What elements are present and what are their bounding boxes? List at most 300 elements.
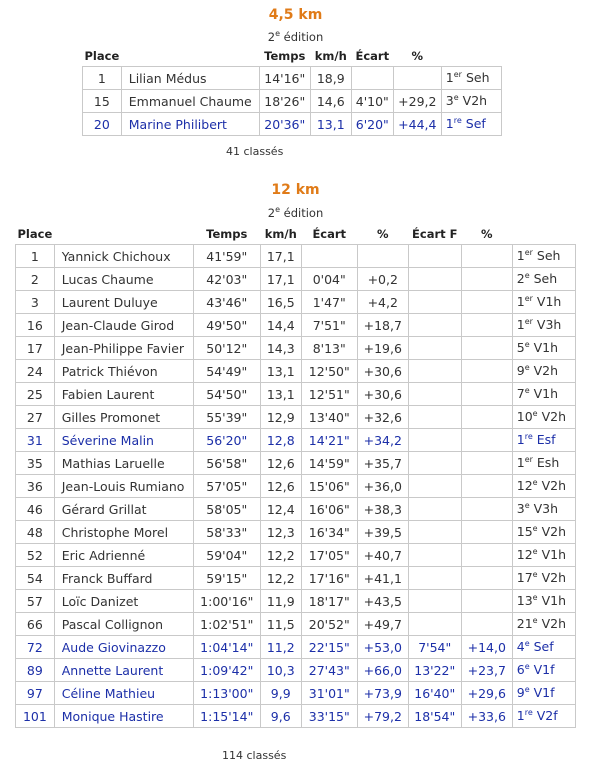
category-rank-suffix: e [524,639,530,649]
category-rank-suffix: e [524,386,530,396]
gap-female-percent-cell [461,475,512,498]
category-rank-suffix: er [524,317,533,327]
gap-female-cell [408,383,461,406]
gap-female-cell [408,452,461,475]
race2-edition-sup: e [275,205,280,214]
gap-percent-cell: +44,4 [393,113,441,136]
runner-name-cell: Jean-Claude Girod [54,314,193,337]
time-cell: 1:13'00" [193,682,260,705]
category-rank-suffix: er [524,248,533,258]
place-cell: 17 [16,337,55,360]
category-rank-number: 2 [516,271,525,287]
category-rank-number: 1 [516,294,525,310]
header-pct-f: % [480,227,493,241]
gap-cell: 33'15" [301,705,357,728]
result-row [16,636,576,659]
gap-percent-cell: +49,7 [357,613,408,636]
category-rank-cell [512,291,575,314]
gap-percent-cell: +19,6 [357,337,408,360]
category-rank-suffix: e [532,478,538,488]
category-rank-cell [512,544,575,567]
result-row [16,613,576,636]
runner-name-cell: Lilian Médus [121,67,259,90]
time-cell: 59'04" [193,544,260,567]
gap-female-cell [408,337,461,360]
time-cell: 43'46" [193,291,260,314]
gap-female-cell [408,429,461,452]
place-cell: 2 [16,268,55,291]
result-row [16,659,576,682]
category-rank-cell [441,90,501,113]
race1-header-row [83,46,502,67]
category-rank-number: 1 [516,432,525,448]
race2-edition-word: édition [283,205,324,220]
category-code: Sef [533,639,554,655]
race1-edition [0,29,591,44]
category-rank-number: 3 [445,93,454,109]
gap-percent-cell: +38,3 [357,498,408,521]
header-place: Place [17,227,53,241]
gap-female-cell [408,521,461,544]
gap-female-cell [408,360,461,383]
header-temps: Temps [206,227,248,241]
gap-percent-cell: +66,0 [357,659,408,682]
gap-female-percent-cell [461,498,512,521]
category-code: Seh [465,70,490,86]
category-code: V1h [541,547,566,563]
gap-cell: 16'06" [301,498,357,521]
gap-female-cell [408,590,461,613]
result-row [16,544,576,567]
result-row [16,314,576,337]
category-rank-suffix: e [532,524,538,534]
gap-female-cell: 13'22" [408,659,461,682]
result-row [16,521,576,544]
category-rank-cell [512,659,575,682]
gap-cell: 14'59" [301,452,357,475]
header-kmh: km/h [264,227,297,241]
runner-name-cell: Monique Hastire [54,705,193,728]
category-rank-number: 6 [516,662,525,678]
category-code: Seh [536,248,561,264]
gap-female-percent-cell [461,521,512,544]
race2-results-body [16,245,576,728]
gap-cell: 18'17" [301,590,357,613]
time-cell: 1:15'14" [193,705,260,728]
gap-percent-cell: +39,5 [357,521,408,544]
speed-cell: 12,3 [260,521,301,544]
result-row [16,705,576,728]
gap-percent-cell: +73,9 [357,682,408,705]
header-pct: % [376,227,389,241]
place-cell: 1 [16,245,55,268]
gap-cell: 20'52" [301,613,357,636]
result-row [16,498,576,521]
category-code: V2h [541,478,566,494]
header-place: Place [84,49,120,63]
speed-cell: 12,6 [260,452,301,475]
category-rank-number: 9 [516,685,525,701]
category-rank-number: 1 [445,70,454,86]
gap-percent-cell: +43,5 [357,590,408,613]
runner-name-cell: Lucas Chaume [54,268,193,291]
category-rank-suffix: re [524,708,533,718]
gap-female-percent-cell [461,291,512,314]
runner-name-cell: Marine Philibert [121,113,259,136]
speed-cell: 14,3 [260,337,301,360]
runner-name-cell: Céline Mathieu [54,682,193,705]
time-cell: 58'05" [193,498,260,521]
category-rank-suffix: e [532,593,538,603]
category-code: Esh [536,455,560,471]
category-rank-cell [512,567,575,590]
runner-name-cell: Pascal Collignon [54,613,193,636]
category-rank-number: 7 [516,386,525,402]
time-cell: 59'15" [193,567,260,590]
category-rank-number: 9 [516,363,525,379]
gap-female-cell: 16'40" [408,682,461,705]
runner-name-cell: Christophe Morel [54,521,193,544]
category-rank-suffix: er [524,294,533,304]
gap-female-cell [408,475,461,498]
gap-female-percent-cell [461,314,512,337]
gap-female-cell [408,613,461,636]
category-rank-number: 12 [516,478,533,494]
place-cell: 16 [16,314,55,337]
gap-cell: 6'20" [351,113,393,136]
category-code: V1h [536,294,562,310]
gap-cell: 12'51" [301,383,357,406]
speed-cell: 9,9 [260,682,301,705]
place-cell: 25 [16,383,55,406]
category-rank-suffix: e [532,616,538,626]
gap-female-percent-cell [461,245,512,268]
category-rank-number: 13 [516,593,533,609]
gap-cell: 13'40" [301,406,357,429]
category-rank-cell [512,498,575,521]
speed-cell: 17,1 [260,245,301,268]
category-code: V2h [541,570,566,586]
gap-female-percent-cell [461,383,512,406]
time-cell: 50'12" [193,337,260,360]
speed-cell: 11,9 [260,590,301,613]
time-cell: 54'49" [193,360,260,383]
race2-results-table [15,224,576,728]
speed-cell: 12,8 [260,429,301,452]
header-pct: % [411,49,424,63]
speed-cell: 9,6 [260,705,301,728]
place-cell: 27 [16,406,55,429]
category-rank-number: 3 [516,501,525,517]
speed-cell: 10,3 [260,659,301,682]
result-row [16,337,576,360]
gap-female-percent-cell [461,567,512,590]
place-cell: 54 [16,567,55,590]
speed-cell: 18,9 [310,67,351,90]
runner-name-cell: Jean-Louis Rumiano [54,475,193,498]
time-cell: 56'20" [193,429,260,452]
place-cell: 1 [83,67,122,90]
runner-name-cell: Patrick Thiévon [54,360,193,383]
gap-female-percent-cell [461,406,512,429]
gap-percent-cell: +35,7 [357,452,408,475]
gap-cell: 12'50" [301,360,357,383]
category-rank-suffix: re [453,116,462,126]
gap-female-percent-cell [461,337,512,360]
result-row [16,452,576,475]
category-rank-suffix: re [524,432,533,442]
result-row [16,567,576,590]
gap-female-cell [408,268,461,291]
speed-cell: 13,1 [260,383,301,406]
header-ecart: Écart [312,227,347,241]
place-cell: 3 [16,291,55,314]
category-rank-suffix: e [524,662,530,672]
place-cell: 36 [16,475,55,498]
category-code: V2h [541,524,566,540]
category-rank-number: 1 [516,317,525,333]
category-code: V2h [533,363,559,379]
place-cell: 97 [16,682,55,705]
time-cell: 55'39" [193,406,260,429]
gap-cell: 16'34" [301,521,357,544]
result-row [83,113,502,136]
time-cell: 49'50" [193,314,260,337]
gap-percent-cell: +18,7 [357,314,408,337]
gap-female-percent-cell: +23,7 [461,659,512,682]
gap-female-percent-cell [461,268,512,291]
runner-name-cell: Gilles Promonet [54,406,193,429]
speed-cell: 12,4 [260,498,301,521]
gap-percent-cell: +0,2 [357,268,408,291]
category-rank-number: 1 [516,248,525,264]
category-rank-suffix: e [524,685,530,695]
category-rank-cell [512,475,575,498]
category-rank-suffix: er [524,455,533,465]
race2-count: 114 classés [222,749,287,762]
race1-edition-num: 2 [267,29,276,44]
category-rank-cell [512,521,575,544]
category-code: V3h [533,501,559,517]
speed-cell: 13,1 [260,360,301,383]
place-cell: 72 [16,636,55,659]
gap-percent-cell: +36,0 [357,475,408,498]
gap-cell: 17'05" [301,544,357,567]
gap-female-cell [408,291,461,314]
result-row [83,67,502,90]
time-cell: 14'16" [259,67,310,90]
gap-percent-cell [393,67,441,90]
category-rank-cell [512,314,575,337]
category-rank-number: 5 [516,340,525,356]
gap-percent-cell: +30,6 [357,383,408,406]
race1-results-table [82,46,502,136]
runner-name-cell: Séverine Malin [54,429,193,452]
header-ecart: Écart [355,49,390,63]
category-rank-number: 12 [516,547,533,563]
category-rank-number: 1 [445,116,454,132]
category-rank-cell [512,337,575,360]
header-name [121,46,259,67]
category-rank-suffix: e [524,501,530,511]
race1-title: 4,5 km [268,7,323,23]
runner-name-cell: Annette Laurent [54,659,193,682]
result-row [16,406,576,429]
gap-percent-cell: +29,2 [393,90,441,113]
category-rank-cell [512,268,575,291]
gap-female-percent-cell [461,613,512,636]
gap-cell: 22'15" [301,636,357,659]
runner-name-cell: Aude Giovinazzo [54,636,193,659]
gap-female-cell [408,567,461,590]
place-cell: 101 [16,705,55,728]
category-rank-suffix: e [524,363,530,373]
gap-female-cell [408,498,461,521]
category-code: V1f [533,662,555,678]
category-code: Esf [536,432,556,448]
gap-female-cell [408,406,461,429]
runner-name-cell: Jean-Philippe Favier [54,337,193,360]
race2-header-row [16,224,576,245]
race1-results-body [83,67,502,136]
speed-cell: 12,6 [260,475,301,498]
place-cell: 15 [83,90,122,113]
gap-female-percent-cell: +29,6 [461,682,512,705]
result-row [16,291,576,314]
speed-cell: 11,5 [260,613,301,636]
runner-name-cell: Laurent Duluye [54,291,193,314]
category-rank-number: 1 [516,455,525,471]
result-row [16,590,576,613]
category-rank-number: 4 [516,639,525,655]
speed-cell: 12,2 [260,544,301,567]
category-rank-cell [441,113,501,136]
runner-name-cell: Fabien Laurent [54,383,193,406]
speed-cell: 17,1 [260,268,301,291]
category-code: V1h [533,340,559,356]
place-cell: 52 [16,544,55,567]
category-rank-cell [441,67,501,90]
time-cell: 1:04'14" [193,636,260,659]
result-row [16,383,576,406]
gap-cell: 8'13" [301,337,357,360]
category-code: V2h [541,616,566,632]
header-temps: Temps [264,49,306,63]
category-rank-cell [512,406,575,429]
category-rank-suffix: e [532,409,538,419]
place-cell: 20 [83,113,122,136]
header-cat [512,224,575,245]
category-rank-number: 17 [516,570,533,586]
category-rank-suffix: e [524,271,530,281]
category-rank-suffix: e [453,93,459,103]
gap-female-percent-cell [461,544,512,567]
result-row [16,475,576,498]
header-cat [441,46,501,67]
category-rank-number: 21 [516,616,533,632]
gap-cell: 0'04" [301,268,357,291]
header-ecart-f: Écart F [412,227,458,241]
runner-name-cell: Eric Adrienné [54,544,193,567]
race1-edition-sup: e [275,29,280,38]
race2-title: 12 km [271,182,320,198]
place-cell: 89 [16,659,55,682]
category-rank-cell [512,383,575,406]
category-code: V2f [536,708,558,724]
gap-female-percent-cell [461,590,512,613]
gap-cell: 17'16" [301,567,357,590]
category-rank-cell [512,636,575,659]
result-row [16,682,576,705]
category-rank-number: 1 [516,708,525,724]
speed-cell: 13,1 [310,113,351,136]
time-cell: 18'26" [259,90,310,113]
result-row [16,268,576,291]
gap-female-cell [408,245,461,268]
runner-name-cell: Loïc Danizet [54,590,193,613]
category-code: V1f [533,685,555,701]
gap-cell: 7'51" [301,314,357,337]
speed-cell: 14,4 [260,314,301,337]
gap-cell: 31'01" [301,682,357,705]
gap-female-percent-cell: +14,0 [461,636,512,659]
category-rank-suffix: e [532,570,538,580]
gap-percent-cell: +34,2 [357,429,408,452]
gap-percent-cell: +40,7 [357,544,408,567]
gap-percent-cell [357,245,408,268]
time-cell: 58'33" [193,521,260,544]
result-row [16,245,576,268]
speed-cell: 14,6 [310,90,351,113]
gap-percent-cell: +32,6 [357,406,408,429]
category-code: Seh [533,271,558,287]
time-cell: 1:02'51" [193,613,260,636]
runner-name-cell: Mathias Laruelle [54,452,193,475]
category-code: V1h [533,386,559,402]
category-rank-cell [512,360,575,383]
race1-edition-word: édition [283,29,324,44]
category-code: V1h [541,593,566,609]
place-cell: 46 [16,498,55,521]
category-rank-cell [512,245,575,268]
gap-percent-cell: +30,6 [357,360,408,383]
category-rank-cell [512,682,575,705]
gap-female-cell [408,544,461,567]
time-cell: 1:00'16" [193,590,260,613]
result-row [16,360,576,383]
gap-cell [351,67,393,90]
gap-female-cell [408,314,461,337]
gap-cell [301,245,357,268]
gap-percent-cell: +79,2 [357,705,408,728]
gap-cell: 15'06" [301,475,357,498]
place-cell: 24 [16,360,55,383]
time-cell: 56'58" [193,452,260,475]
result-row [16,429,576,452]
gap-cell: 14'21" [301,429,357,452]
category-rank-cell [512,452,575,475]
category-code: Sef [465,116,486,132]
category-code: V2h [462,93,488,109]
gap-percent-cell: +53,0 [357,636,408,659]
header-name [54,224,193,245]
race2-edition [0,205,591,220]
runner-name-cell: Yannick Chichoux [54,245,193,268]
place-cell: 57 [16,590,55,613]
category-rank-cell [512,705,575,728]
category-rank-cell [512,613,575,636]
time-cell: 54'50" [193,383,260,406]
